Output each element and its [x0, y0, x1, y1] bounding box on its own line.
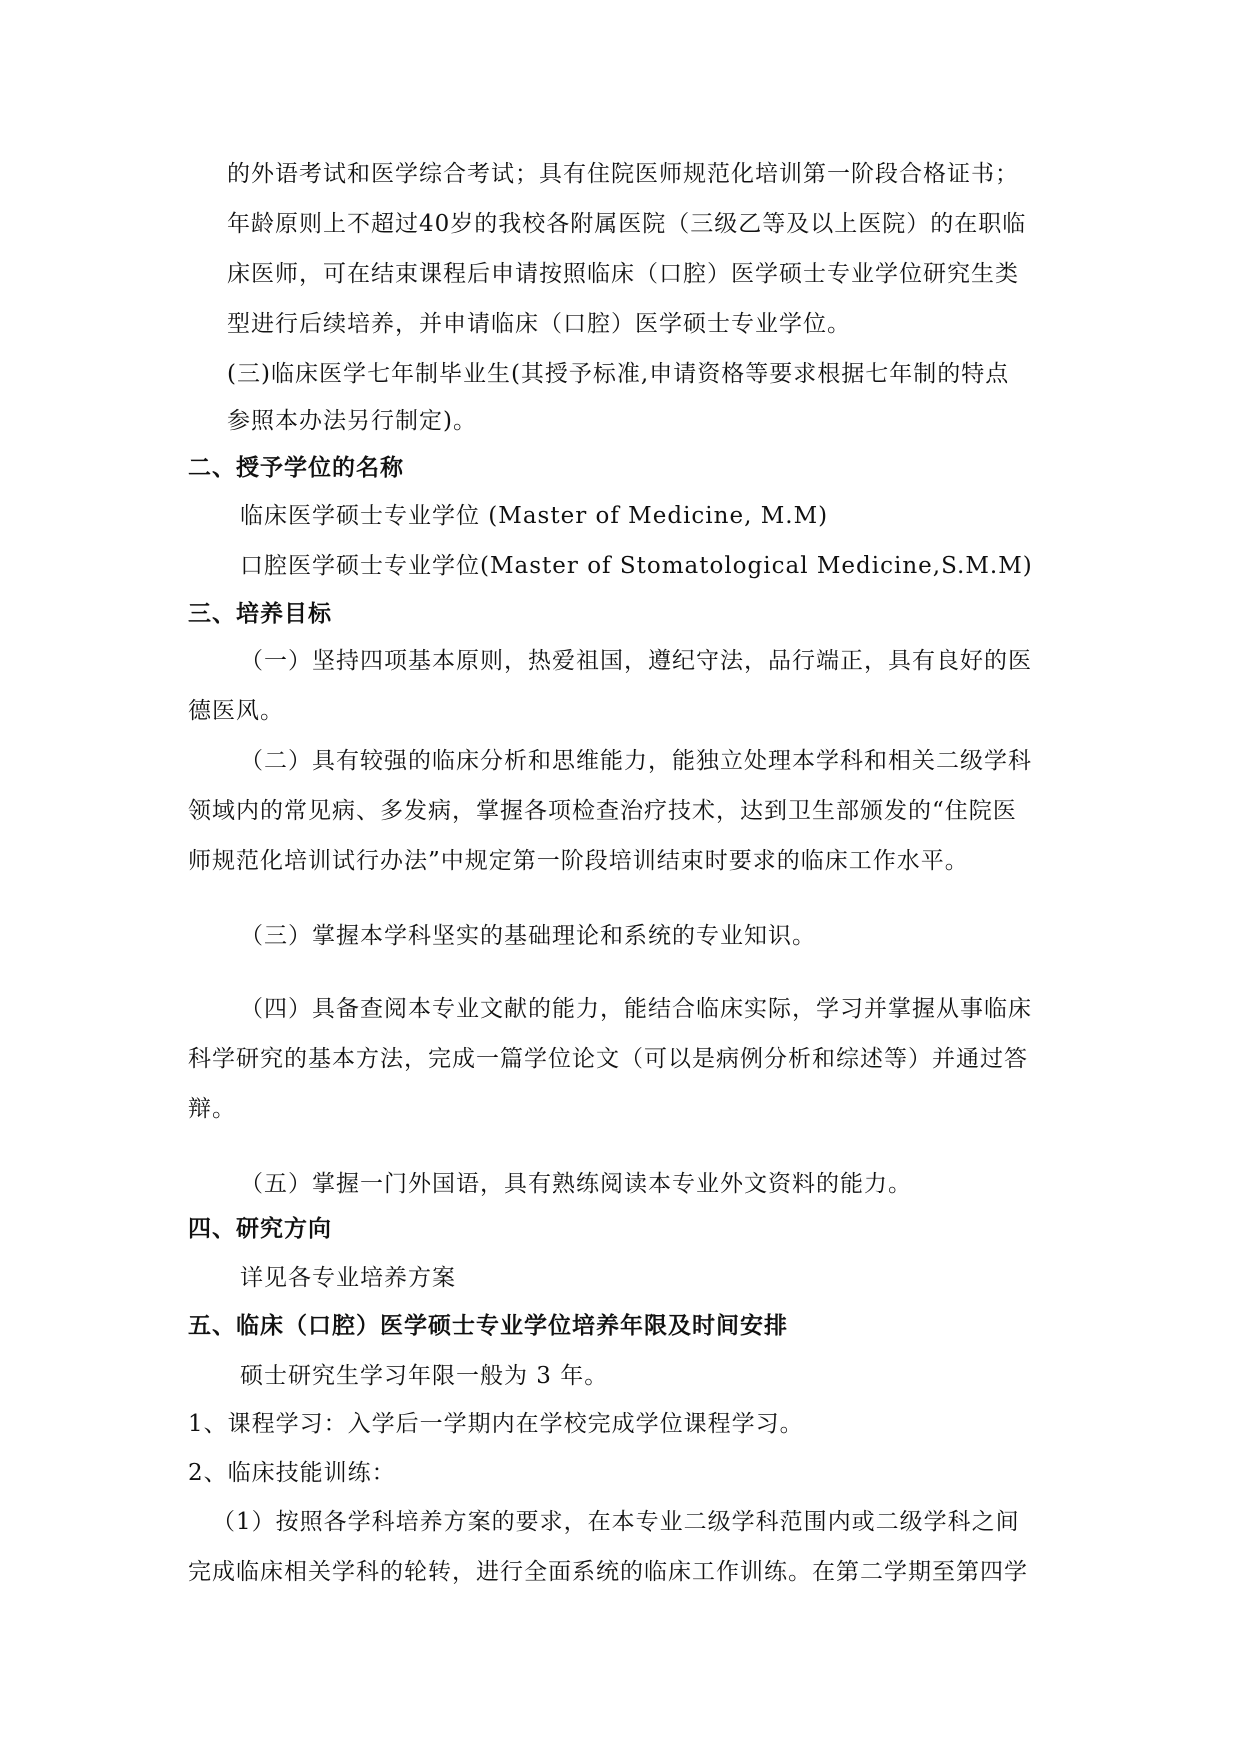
- body-line: 详见各专业培养方案: [240, 1265, 456, 1291]
- body-line: 硕士研究生学习年限一般为 3 年。: [240, 1363, 609, 1389]
- body-line: （一）坚持四项基本原则，热爱祖国，遵纪守法，品行端正，具有良好的医: [240, 648, 1032, 674]
- body-line: 床医师，可在结束课程后申请按照临床（口腔）医学硕士专业学位研究生类: [227, 261, 1019, 287]
- body-line: 的外语考试和医学综合考试；具有住院医师规范化培训第一阶段合格证书；: [227, 161, 1019, 187]
- body-line: （三）掌握本学科坚实的基础理论和系统的专业知识。: [240, 923, 816, 949]
- section-heading-4: 四、研究方向: [188, 1216, 332, 1242]
- body-line: 辩。: [188, 1096, 236, 1122]
- body-line: 德医风。: [188, 698, 284, 724]
- section-heading-3: 三、培养目标: [188, 601, 332, 627]
- body-line: （1）按照各学科培养方案的要求，在本专业二级学科范围内或二级学科之间: [212, 1509, 1020, 1535]
- degree-name-stomatology: 口腔医学硕士专业学位(Master of Stomatological Medicine,S.M.M): [240, 553, 1033, 579]
- section-heading-5: 五、临床（口腔）医学硕士专业学位培养年限及时间安排: [188, 1313, 788, 1339]
- body-line: 师规范化培训试行办法”中规定第一阶段培训结束时要求的临床工作水平。: [188, 848, 969, 874]
- body-line: 科学研究的基本方法，完成一篇学位论文（可以是病例分析和综述等）并通过答: [188, 1046, 1028, 1072]
- body-line: 领域内的常见病、多发病，掌握各项检查治疗技术，达到卫生部颁发的“住院医: [188, 798, 1017, 824]
- degree-name-clinical: 临床医学硕士专业学位 (Master of Medicine, M.M): [240, 503, 829, 529]
- body-line: 1、课程学习：入学后一学期内在学校完成学位课程学习。: [188, 1411, 804, 1437]
- body-line: （五）掌握一门外国语，具有熟练阅读本专业外文资料的能力。: [240, 1171, 912, 1197]
- body-line: （四）具备查阅本专业文献的能力，能结合临床实际，学习并掌握从事临床: [240, 996, 1032, 1022]
- body-line: 2、临床技能训练：: [188, 1460, 396, 1486]
- body-line: 完成临床相关学科的轮转，进行全面系统的临床工作训练。在第二学期至第四学: [188, 1559, 1028, 1585]
- body-line: (三)临床医学七年制毕业生(其授予标准,申请资格等要求根据七年制的特点: [227, 361, 1010, 387]
- section-heading-2: 二、授予学位的名称: [188, 455, 404, 481]
- body-line: （二）具有较强的临床分析和思维能力，能独立处理本学科和相关二级学科: [240, 748, 1032, 774]
- body-line: 参照本办法另行制定)。: [227, 408, 477, 434]
- body-line: 年龄原则上不超过40岁的我校各附属医院（三级乙等及以上医院）的在职临: [227, 211, 1027, 237]
- body-line: 型进行后续培养，并申请临床（口腔）医学硕士专业学位。: [227, 311, 851, 337]
